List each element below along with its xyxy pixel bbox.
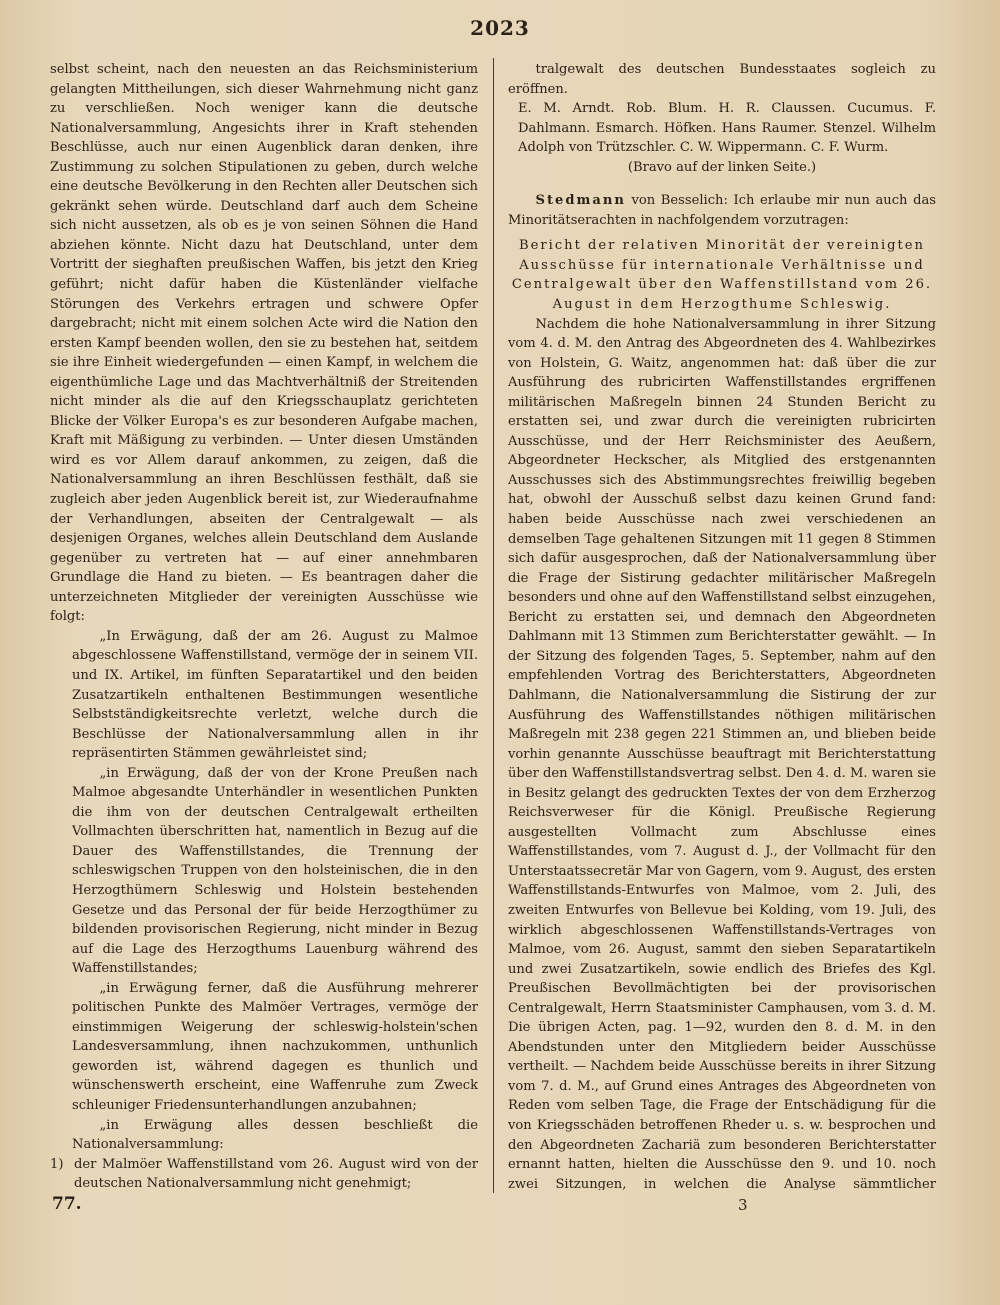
column-divider [493,58,494,1193]
report-title: Bericht der relativen Minorität der vereinigten Ausschüsse für internationale Verhältnisse und Centralgewalt über den Waffenstillstand vom 26. August in dem Herzogthume Schleswig. [511,238,933,313]
right-column [508,60,936,1190]
signatories: E. M. Arndt. Rob. Blum. H. R. Claussen. Cucumus. F. Dahlmann. Esmarch. Höfken. Hans Raumer. Stenzel. Wilhelm Adolph von Trützschler. C. W. Wippermann. C. F. Wurm. [518,101,936,156]
resolution-number-1: 1) [50,1156,64,1172]
signature-mark: 3 [738,1196,748,1214]
motion-clause-4: „in Erwägung alles dessen beschließt die Nationalversammlung: [72,1117,478,1153]
resolution-item-1 [50,1155,478,1190]
sheet-number: 77. [52,1194,82,1214]
speaker-text: von Besselich: Ich erlaube mir nun auch das Minoritätserachten in nachfolgendem vorzutragen: [508,193,936,228]
applause-note: (Bravo auf der linken Seite.) [627,159,817,175]
motion-clause-3: „in Erwägung ferner, daß die Ausführung mehrerer politischen Punkte des Malmöer Vertrages, vermöge der einstimmigen Weigerung der schleswig-holstein'schen Landesversammlung, ihnen nachzukommen, unthunlich geworden ist, während dagegen es thunlich und wünschenswerth erscheint, eine Waffenruhe zum Zweck schleuniger Friedensunterhandlungen anzubahnen; [72,980,478,1113]
page-number: 2023 [470,16,530,40]
resolution-text-1: der Malmöer Waffenstillstand vom 26. August wird von der deutschen Nationalversammlung nicht genehmigt; [74,1156,478,1190]
motion-clause-1: „In Erwägung, daß der am 26. August zu Malmoe abgeschlossene Waffenstillstand, vermöge der in seinem VII. und IX. Artikel, im fünften Separatartikel und den beiden Zusatzartikeln enthaltenen Bestimmungen wesentliche Selbstständigkeitsrechte verletzt, welche durch die Beschlüsse der Nationalversammlung allen in ihr repräsentirten Stämmen gewährleistet sind; [72,628,478,762]
left-paragraph: selbst scheint, nach den neuesten an das Reichsministerium gelangten Mittheilungen, sich dieser Wahrnehmung nicht ganz zu verschließen. Noch weniger kann die deutsche Nationalversammlung, Angesichts ihrer in Kraft stehenden Beschlüsse, auch nur einen Augenblick daran denken, ihre Zustimmung zu solchen Stipulationen zu geben, durch welche eine deutsche Bevölkerung in den Rechten aller Deutschen sich gekränkt sehen würde. Deutschland darf auch dem Scheine sich nicht aussetzen, als ob es je von seinen Söhnen die Hand abziehen könnte. Nicht dazu hat Deutschland, unter dem Vortritt der sieghaften preußischen Waffen, bis jetzt den Krieg geführt; nicht dafür haben die Küstenländer vielfache Störungen des Verkehrs ertragen und schwere Opfer dargebracht; nicht mit einem solchen Acte wird die Nation den ersten Kampf beenden wollen, den sie zu bestehen hat, seitdem sie ihre Einheit wiedergefunden — einen Kampf, in welchem die eigenthümliche Lage und das Machtverhältniß der Streitenden nicht minder als die auf den Kriegsschauplatz gerichteten Blicke der Völker Europa's es zur besonderen Aufgabe machen, Kraft mit Mäßigung zu verbinden. — Unter diesen Umständen wird es vor Allem darauf ankommen, zu zeigen, daß die Nationalversammlung an ihren Beschlüssen festhält, daß sie zugleich aber jeden Augenblick bereit ist, zur Wiederaufnahme der Verhandlungen, abseiten der Centralgewalt — als desjenigen Organes, welches allein Deutschland dem Auslande gegenüber zu vertreten hat — auf einer annehmbaren Grundlage die Hand zu bieten. — Es beantragen daher die unterzeichneten Mitglieder der vereinigten Ausschüsse wie folgt: [50,62,478,625]
motion-clause-2: „in Erwägung, daß der von der Krone Preußen nach Malmoe abgesandte Unterhändler in wesentlichen Punkten die ihm von der deutschen Centralgewalt ertheilten Vollmachten überschritten hat, namentlich in Bezug auf die Dauer des Waffenstillstandes, die Trennung der schleswigschen Truppen von den holsteinischen, die in den Herzogthümern Schleswig und Holstein bestehenden Gesetze und das Personal der für beide Herzogthümer zu bildenden provisorischen Regierung, nicht minder in Bezug auf die Lage des Herzogthums Lauenburg während des Waffenstillstandes; [72,765,478,977]
speaker-intro [508,191,936,230]
section-spacer [508,177,936,191]
report-body: Nachdem die hohe Nationalversammlung in ihrer Sitzung vom 4. d. M. den Antrag des Abgeordneten des 4. Wahlbezirkes von Holstein, G. Waitz, angenommen hat: daß über die zur Ausführung des rubricirten Waffenstillstandes ergriffenen militärischen Maßregeln binnen 24 Stunden Bericht zu erstatten sei, und zwar durch die vereinigten rubricirten Ausschüsse, und der Herr Reichsminister des Aeußern, Abgeordneter Heckscher, als Mitglied des erstgenannten Ausschusses sich des Abstimmungsrechtes freiwillig begeben hat, obwohl der Ausschuß selbst dazu keinen Grund fand: haben beide Ausschüsse nach zwei verschiedenen an demselben Tage gehaltenen Sitzungen mit 11 gegen 8 Stimmen sich dafür ausgesprochen, daß der Nationalversammlung über die Frage der Sistirung gedachter militärischer Maßregeln besonders und ohne auf den Waffenstillstand selbst einzugehen, Bericht zu erstatten sei, und demnach den Abgeordneten Dahlmann mit 13 Stimmen zum Berichterstatter gewählt. — In der Sitzung des folgenden Tages, 5. September, nahm auf den empfehlenden Vortrag des Berichterstatters, Abgeordneten Dahlmann, die Nationalversammlung die Sistirung der zur Ausführung des Waffenstillstandes nöthigen militärischen Maßregeln mit 238 gegen 221 Stimmen an, und blieben beide vorhin genannte Ausschüsse beauftragt mit Berichterstattung über den Waffenstillstandsvertrag selbst. Den 4. d. M. waren sie in Besitz gelangt des gedruckten Textes der von dem Erzherzog Reichsverweser für die Königl. Preußische Regierung ausgestellten Vollmacht zum Abschlusse eines Waffenstillstandes, vom 7. August d. J., der Vollmacht für den Unterstaatssecretär Mar von Gagern, vom 9. August, des ersten Waffenstillstands-Entwurfes von Malmoe, vom 2. Juli, des zweiten Entwurfes von Bellevue bei Kolding, vom 19. Juli, des wirklich abgeschlossenen Waffenstillstands-Vertrages von Malmoe, vom 26. August, sammt den sieben Separatartikeln und zwei Zusatzartikeln, sowie endlich des Briefes des Kgl. Preußischen Bevollmächtigten bei der provisorischen Centralgewalt, Herrn Staatsminister Camphausen, vom 3. d. M. Die übrigen Acten, pag. 1—92, wurden den 8. d. M. in den Abendstunden unter den Mitgliedern beider Ausschüsse vertheilt. — Nachdem beide Ausschüsse bereits in ihrer Sitzung vom 7. d. M., auf Grund eines Antrages des Abgeordneten von Reden vom selben Tage, die Frage der Entschädigung für die von Kriegsschäden betroffenen Rheder u. s. w. besprochen und den Abgeordneten Zachariä zum besonderen Berichterstatter ernannt hatten, hielten die Ausschüsse den 9. und 10. noch zwei Sitzungen, in welchen die Analyse sämmtlicher [508,316,936,1190]
left-column [50,60,478,1190]
continued-resolution: tralgewalt des deutschen Bundesstaates sogleich zu eröffnen. [508,62,936,97]
speaker-name: Stedmann [535,193,626,209]
